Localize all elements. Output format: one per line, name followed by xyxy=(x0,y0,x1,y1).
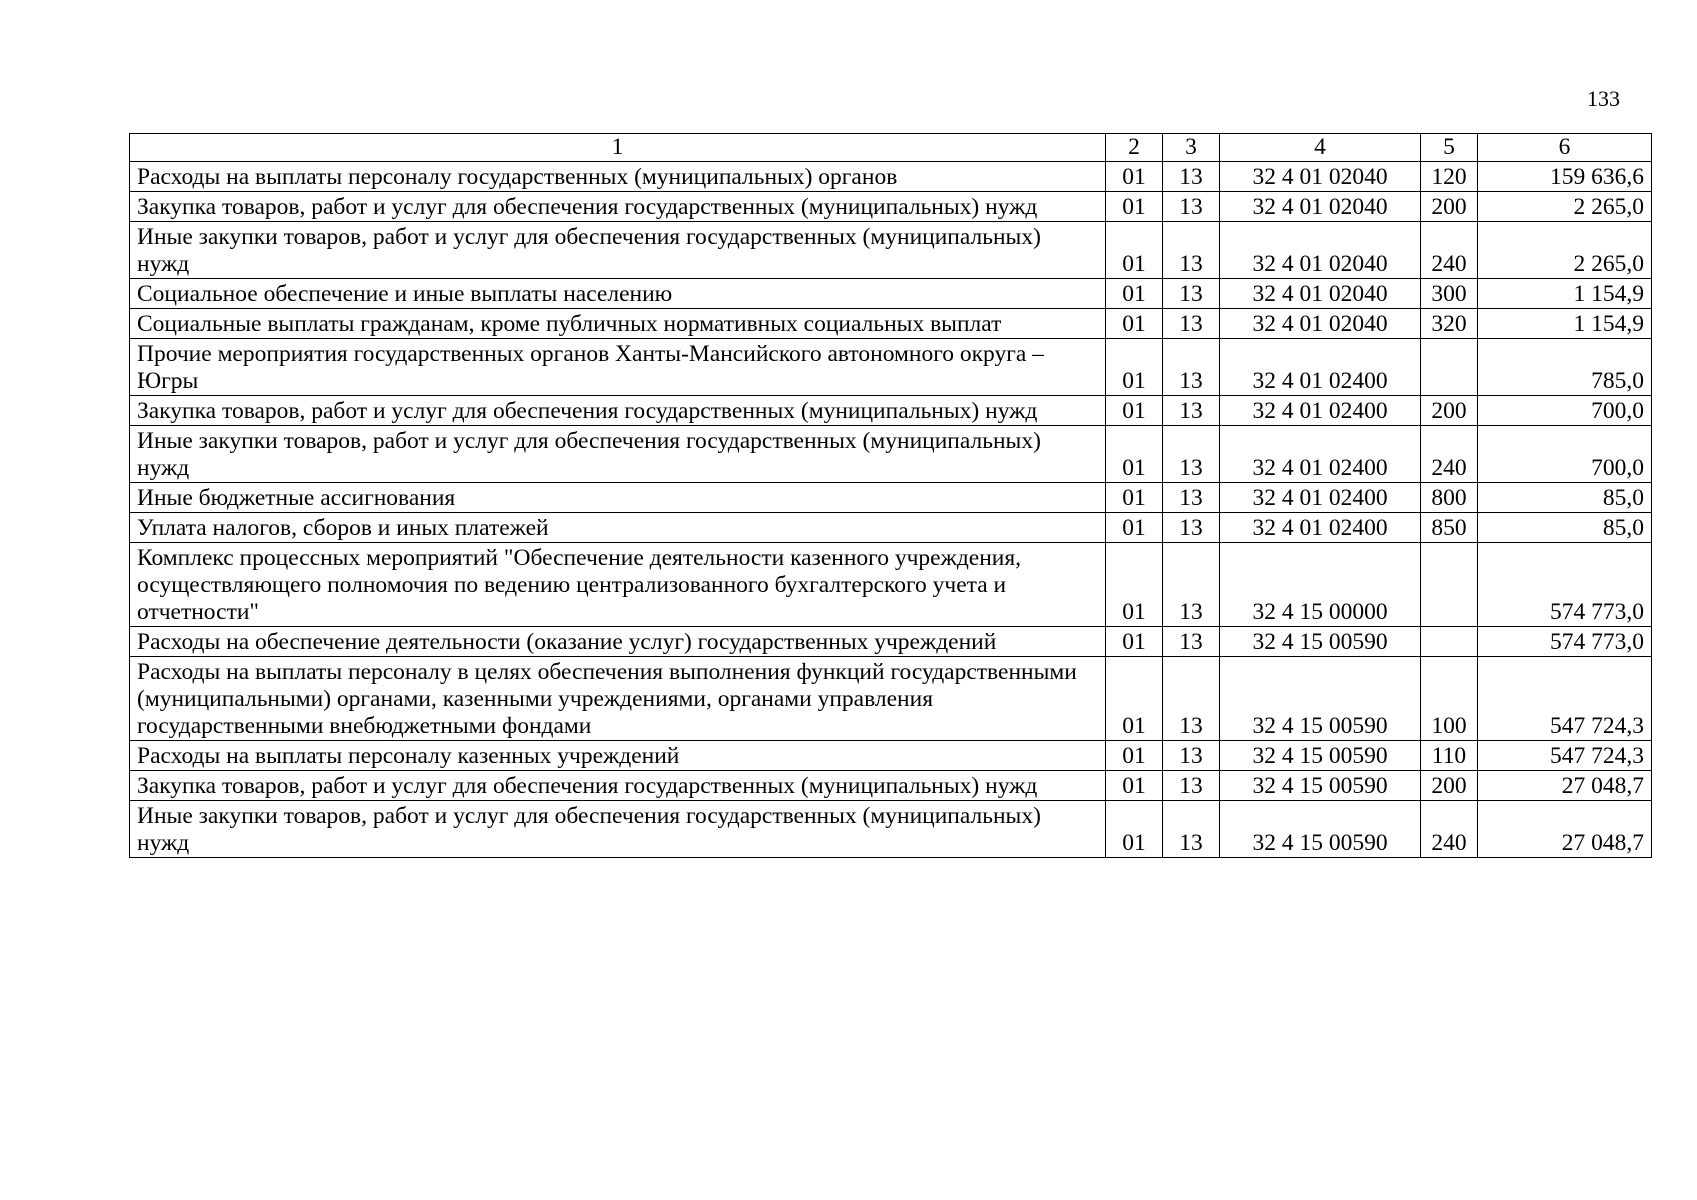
target-article-cell: 32 4 01 02400 xyxy=(1220,513,1421,543)
target-article-cell: 32 4 01 02400 xyxy=(1220,396,1421,426)
section-cell: 01 xyxy=(1106,627,1163,657)
subsection-cell: 13 xyxy=(1163,771,1220,801)
section-cell: 01 xyxy=(1106,222,1163,279)
amount-cell: 27 048,7 xyxy=(1478,771,1652,801)
subsection-cell: 13 xyxy=(1163,657,1220,741)
expense-type-cell: 800 xyxy=(1421,483,1478,513)
subsection-cell: 13 xyxy=(1163,396,1220,426)
table-body xyxy=(130,162,1652,858)
section-cell: 01 xyxy=(1106,771,1163,801)
row-name-cell: Иные бюджетные ассигнования xyxy=(130,483,1106,513)
expense-type-cell: 300 xyxy=(1421,279,1478,309)
subsection-cell: 13 xyxy=(1163,162,1220,192)
section-cell: 01 xyxy=(1106,426,1163,483)
budget-table xyxy=(129,133,1652,858)
target-article-cell: 32 4 15 00590 xyxy=(1220,771,1421,801)
amount-cell: 27 048,7 xyxy=(1478,801,1652,858)
row-name-cell: Иные закупки товаров, работ и услуг для обеспечения государственных (муниципальных) нужд xyxy=(130,426,1106,483)
table-row xyxy=(130,483,1652,513)
subsection-cell: 13 xyxy=(1163,483,1220,513)
table-row xyxy=(130,741,1652,771)
target-article-cell: 32 4 15 00590 xyxy=(1220,741,1421,771)
expense-type-cell: 320 xyxy=(1421,309,1478,339)
amount-cell: 700,0 xyxy=(1478,396,1652,426)
row-name-cell: Закупка товаров, работ и услуг для обеспечения государственных (муниципальных) нужд xyxy=(130,192,1106,222)
expense-type-cell: 850 xyxy=(1421,513,1478,543)
row-name-cell: Расходы на выплаты персоналу государственных (муниципальных) органов xyxy=(130,162,1106,192)
column-header-2: 2 xyxy=(1106,134,1163,162)
table-row xyxy=(130,339,1652,396)
amount-cell: 547 724,3 xyxy=(1478,657,1652,741)
table-row xyxy=(130,543,1652,627)
section-cell: 01 xyxy=(1106,279,1163,309)
table-row xyxy=(130,627,1652,657)
column-header-6: 6 xyxy=(1478,134,1652,162)
section-cell: 01 xyxy=(1106,483,1163,513)
subsection-cell: 13 xyxy=(1163,426,1220,483)
table-row xyxy=(130,513,1652,543)
subsection-cell: 13 xyxy=(1163,741,1220,771)
section-cell: 01 xyxy=(1106,801,1163,858)
expense-type-cell: 100 xyxy=(1421,657,1478,741)
target-article-cell: 32 4 01 02040 xyxy=(1220,309,1421,339)
target-article-cell: 32 4 01 02040 xyxy=(1220,192,1421,222)
target-article-cell: 32 4 01 02400 xyxy=(1220,426,1421,483)
table-row xyxy=(130,396,1652,426)
subsection-cell: 13 xyxy=(1163,543,1220,627)
amount-cell: 547 724,3 xyxy=(1478,741,1652,771)
amount-cell: 1 154,9 xyxy=(1478,279,1652,309)
row-name-cell: Расходы на выплаты персоналу в целях обеспечения выполнения функций государственными (муниципальными) органами, казенными учреждениями, органами управления государственными внебюджетными фондами xyxy=(130,657,1106,741)
amount-cell: 85,0 xyxy=(1478,483,1652,513)
subsection-cell: 13 xyxy=(1163,801,1220,858)
amount-cell: 2 265,0 xyxy=(1478,222,1652,279)
expense-type-cell xyxy=(1421,339,1478,396)
section-cell: 01 xyxy=(1106,657,1163,741)
target-article-cell: 32 4 01 02400 xyxy=(1220,483,1421,513)
table-row xyxy=(130,657,1652,741)
row-name-cell: Иные закупки товаров, работ и услуг для обеспечения государственных (муниципальных) нужд xyxy=(130,222,1106,279)
target-article-cell: 32 4 15 00000 xyxy=(1220,543,1421,627)
header-row xyxy=(130,134,1652,162)
table-row xyxy=(130,771,1652,801)
column-header-5: 5 xyxy=(1421,134,1478,162)
page-number: 133 xyxy=(1587,86,1620,111)
expense-type-cell: 200 xyxy=(1421,771,1478,801)
table-row xyxy=(130,222,1652,279)
amount-cell: 574 773,0 xyxy=(1478,627,1652,657)
row-name-cell: Уплата налогов, сборов и иных платежей xyxy=(130,513,1106,543)
row-name-cell: Закупка товаров, работ и услуг для обеспечения государственных (муниципальных) нужд xyxy=(130,771,1106,801)
subsection-cell: 13 xyxy=(1163,627,1220,657)
table-row xyxy=(130,801,1652,858)
target-article-cell: 32 4 01 02040 xyxy=(1220,279,1421,309)
subsection-cell: 13 xyxy=(1163,192,1220,222)
section-cell: 01 xyxy=(1106,309,1163,339)
column-header-3: 3 xyxy=(1163,134,1220,162)
row-name-cell: Комплекс процессных мероприятий "Обеспечение деятельности казенного учреждения, осуществляющего полномочия по ведению централизованного бухгалтерского учета и отчетности" xyxy=(130,543,1106,627)
amount-cell: 785,0 xyxy=(1478,339,1652,396)
row-name-cell: Расходы на обеспечение деятельности (оказание услуг) государственных учреждений xyxy=(130,627,1106,657)
column-header-1: 1 xyxy=(130,134,1106,162)
amount-cell: 2 265,0 xyxy=(1478,192,1652,222)
expense-type-cell: 120 xyxy=(1421,162,1478,192)
table-row xyxy=(130,279,1652,309)
row-name-cell: Расходы на выплаты персоналу казенных учреждений xyxy=(130,741,1106,771)
section-cell: 01 xyxy=(1106,162,1163,192)
subsection-cell: 13 xyxy=(1163,309,1220,339)
column-header-4: 4 xyxy=(1220,134,1421,162)
expense-type-cell: 240 xyxy=(1421,222,1478,279)
subsection-cell: 13 xyxy=(1163,222,1220,279)
section-cell: 01 xyxy=(1106,192,1163,222)
amount-cell: 1 154,9 xyxy=(1478,309,1652,339)
expense-type-cell: 240 xyxy=(1421,801,1478,858)
target-article-cell: 32 4 15 00590 xyxy=(1220,657,1421,741)
target-article-cell: 32 4 01 02040 xyxy=(1220,222,1421,279)
subsection-cell: 13 xyxy=(1163,513,1220,543)
expense-type-cell: 240 xyxy=(1421,426,1478,483)
expense-type-cell: 200 xyxy=(1421,396,1478,426)
table-row xyxy=(130,309,1652,339)
target-article-cell: 32 4 15 00590 xyxy=(1220,801,1421,858)
section-cell: 01 xyxy=(1106,543,1163,627)
expense-type-cell xyxy=(1421,627,1478,657)
table-row xyxy=(130,192,1652,222)
section-cell: 01 xyxy=(1106,396,1163,426)
expense-type-cell: 200 xyxy=(1421,192,1478,222)
row-name-cell: Иные закупки товаров, работ и услуг для обеспечения государственных (муниципальных) нужд xyxy=(130,801,1106,858)
table-row xyxy=(130,426,1652,483)
amount-cell: 85,0 xyxy=(1478,513,1652,543)
amount-cell: 574 773,0 xyxy=(1478,543,1652,627)
target-article-cell: 32 4 01 02040 xyxy=(1220,162,1421,192)
amount-cell: 159 636,6 xyxy=(1478,162,1652,192)
amount-cell: 700,0 xyxy=(1478,426,1652,483)
row-name-cell: Социальное обеспечение и иные выплаты населению xyxy=(130,279,1106,309)
target-article-cell: 32 4 01 02400 xyxy=(1220,339,1421,396)
section-cell: 01 xyxy=(1106,741,1163,771)
expense-type-cell xyxy=(1421,543,1478,627)
row-name-cell: Закупка товаров, работ и услуг для обеспечения государственных (муниципальных) нужд xyxy=(130,396,1106,426)
section-cell: 01 xyxy=(1106,339,1163,396)
section-cell: 01 xyxy=(1106,513,1163,543)
row-name-cell: Социальные выплаты гражданам, кроме публичных нормативных социальных выплат xyxy=(130,309,1106,339)
subsection-cell: 13 xyxy=(1163,279,1220,309)
table-row xyxy=(130,162,1652,192)
subsection-cell: 13 xyxy=(1163,339,1220,396)
target-article-cell: 32 4 15 00590 xyxy=(1220,627,1421,657)
expense-type-cell: 110 xyxy=(1421,741,1478,771)
row-name-cell: Прочие мероприятия государственных органов Ханты-Мансийского автономного округа – Югры xyxy=(130,339,1106,396)
